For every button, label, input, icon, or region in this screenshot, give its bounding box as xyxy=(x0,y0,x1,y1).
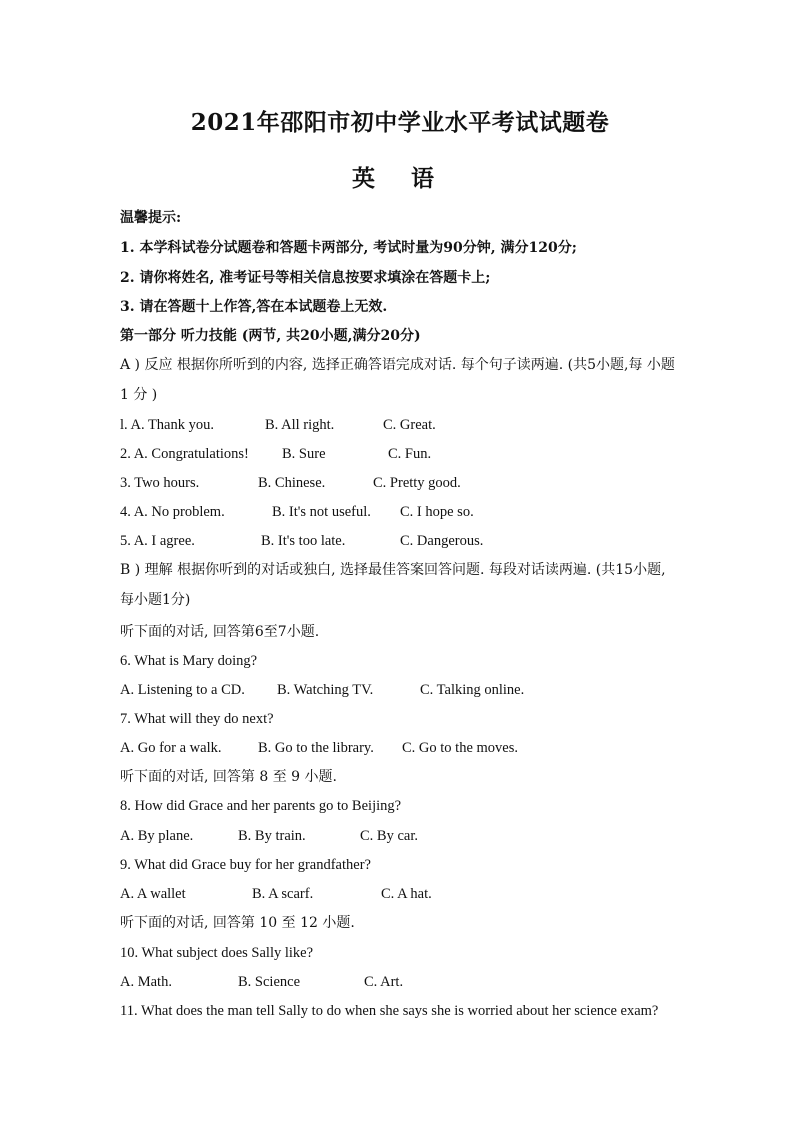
tip-item: 3. 请在答题十上作答,答在本试题卷上无效. xyxy=(120,299,388,315)
question-2-option-a: 2. A. Congratulations! xyxy=(120,446,249,462)
question-3-option-a: 3. Two hours. xyxy=(120,475,200,491)
dialogue-group-heading: 听下面的对话, 回答第6至7小题. xyxy=(120,624,320,640)
tip-item: 2. 请你将姓名, 准考证号等相关信息按要求填涂在答题卡上; xyxy=(120,270,491,286)
question-6-option-c: C. Talking online. xyxy=(420,682,525,698)
question-2-option-b: B. Sure xyxy=(282,446,326,462)
question-11: 11. What does the man tell Sally to do when she says she is worried about her science exam? xyxy=(120,1003,659,1019)
section-a-instruction: A ) 反应 根据你所听到的内容, 选择正确答语完成对话. 每个句子读两遍. (共5小题,每 小题 xyxy=(120,357,675,373)
question-7: 7. What will they do next? xyxy=(120,711,274,727)
question-7-option-c: C. Go to the moves. xyxy=(402,740,518,756)
section-a-instruction: 1 分 ) xyxy=(120,387,158,403)
question-8: 8. How did Grace and her parents go to Beijing? xyxy=(120,798,402,814)
question-9-option-c: C. A hat. xyxy=(381,886,432,902)
tip-item: 1. 本学科试卷分试题卷和答题卡两部分, 考试时量为90分钟, 满分120分; xyxy=(120,240,577,256)
question-4-option-b: B. It's not useful. xyxy=(272,504,371,520)
question-10-option-a: A. Math. xyxy=(120,974,172,990)
part1-heading: 第一部分 听力技能 (两节, 共20小题,满分20分) xyxy=(120,328,421,344)
dialogue-group-heading: 听下面的对话, 回答第 8 至 9 小题. xyxy=(120,769,337,785)
question-9: 9. What did Grace buy for her grandfather? xyxy=(120,857,371,873)
question-8-option-c: C. By car. xyxy=(360,828,418,844)
question-1-option-c: C. Great. xyxy=(383,417,436,433)
question-6-option-b: B. Watching TV. xyxy=(277,682,374,698)
question-3-option-c: C. Pretty good. xyxy=(373,475,461,491)
question-7-option-a: A. Go for a walk. xyxy=(120,740,222,756)
question-5-option-b: B. It's too late. xyxy=(261,533,346,549)
exam-title: 2021年邵阳市初中学业水平考试试题卷 xyxy=(190,109,610,136)
question-6-option-a: A. Listening to a CD. xyxy=(120,682,245,698)
question-7-option-b: B. Go to the library. xyxy=(258,740,374,756)
dialogue-group-heading: 听下面的对话, 回答第 10 至 12 小题. xyxy=(120,915,355,931)
question-6: 6. What is Mary doing? xyxy=(120,653,258,669)
subject-title: 英 语 xyxy=(351,165,448,192)
question-5-option-c: C. Dangerous. xyxy=(400,533,484,549)
question-3-option-b: B. Chinese. xyxy=(258,475,326,491)
question-4-option-c: C. I hope so. xyxy=(400,504,474,520)
question-5-option-a: 5. A. I agree. xyxy=(120,533,195,549)
question-9-option-b: B. A scarf. xyxy=(252,886,314,902)
question-1-option-b: B. All right. xyxy=(265,417,335,433)
question-10: 10. What subject does Sally like? xyxy=(120,945,314,961)
question-8-option-a: A. By plane. xyxy=(120,828,194,844)
section-b-instruction: B ) 理解 根据你听到的对话或独白, 选择最佳答案回答问题. 每段对话读两遍. (共15小题, xyxy=(120,562,666,578)
question-8-option-b: B. By train. xyxy=(238,828,306,844)
question-1-option-a: l. A. Thank you. xyxy=(120,417,214,433)
question-10-option-c: C. Art. xyxy=(364,974,404,990)
question-2-option-c: C. Fun. xyxy=(388,446,432,462)
question-4-option-a: 4. A. No problem. xyxy=(120,504,225,520)
tips-heading: 温馨提示: xyxy=(120,210,182,226)
section-b-instruction: 每小题1分) xyxy=(120,592,191,608)
question-9-option-a: A. A wallet xyxy=(120,886,186,902)
question-10-option-b: B. Science xyxy=(238,974,301,990)
